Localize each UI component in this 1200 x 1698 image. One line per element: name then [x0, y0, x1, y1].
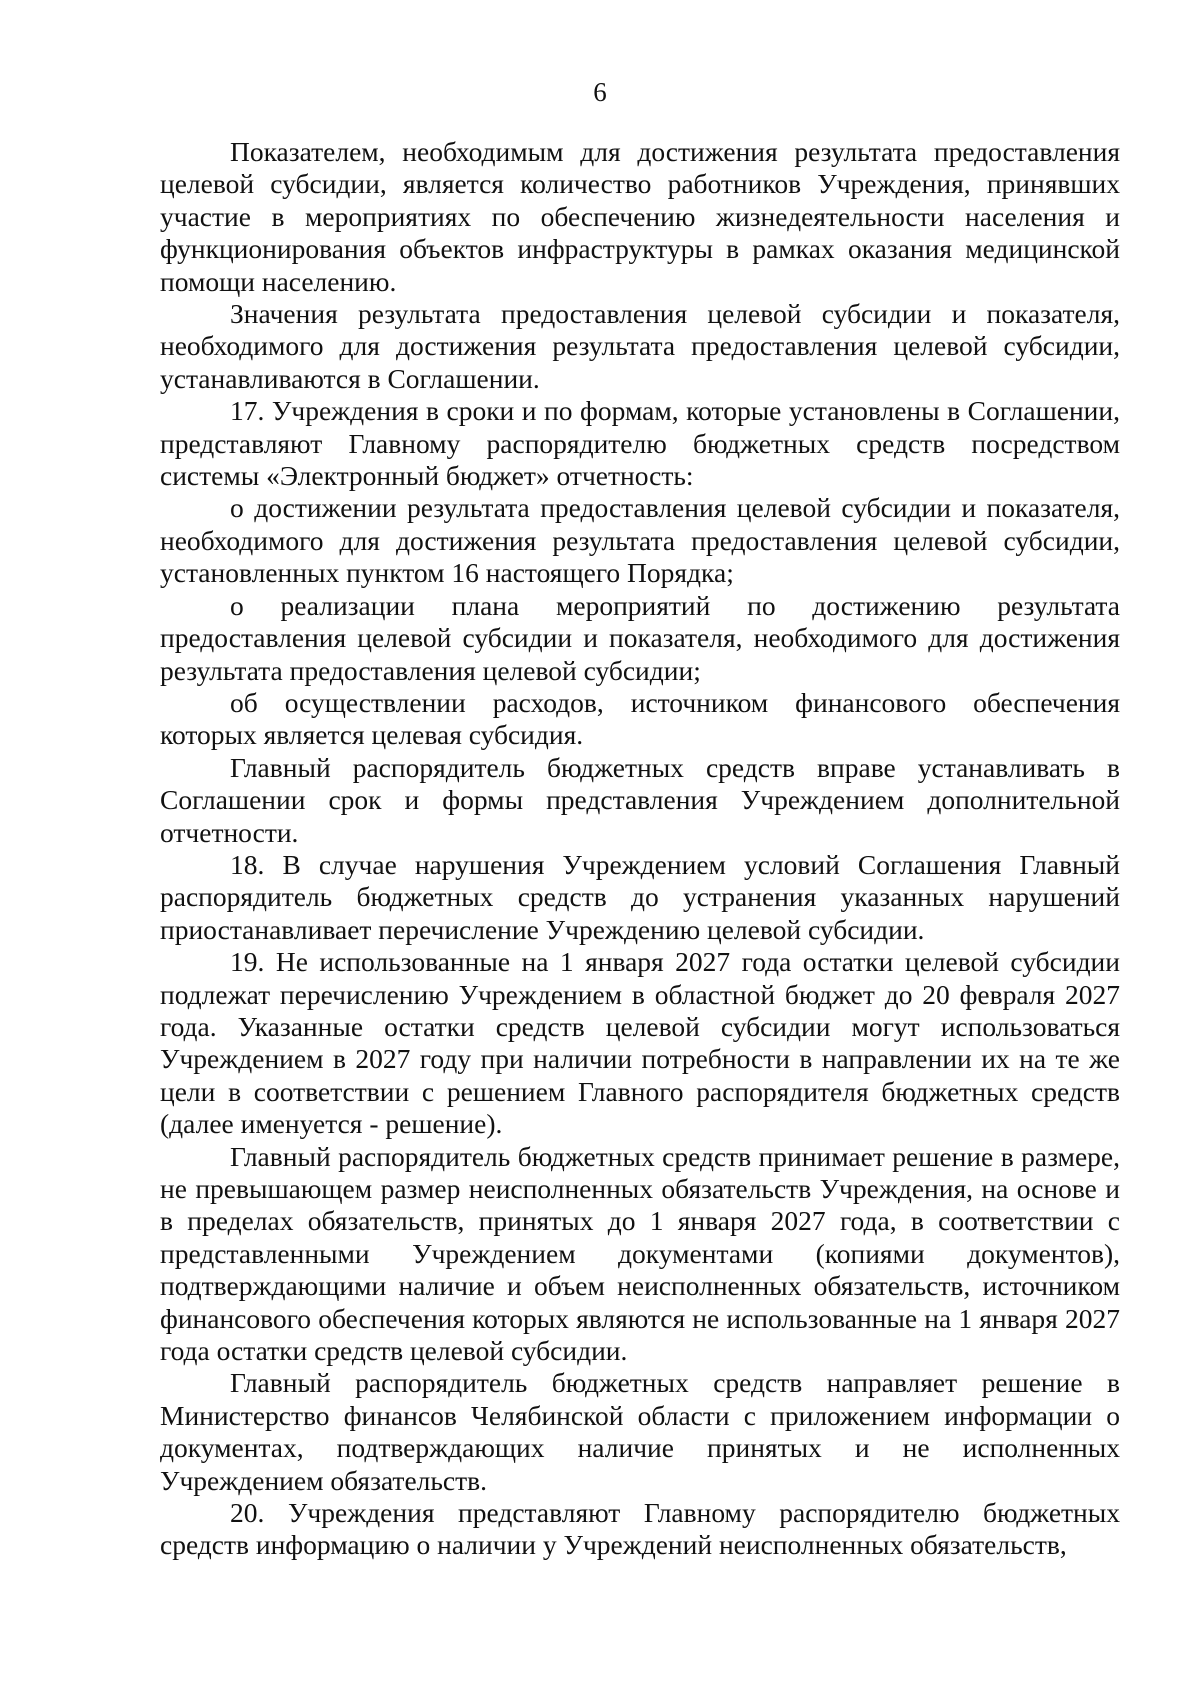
paragraph-19: 19. Не использованные на 1 января 2027 года остатки целевой субсидии подлежат перечислению Учреждением в областной бюджет до 20 февраля 2027 года. Указанные остатки средств целевой субсидии могут использоваться Учреждением в 2027 году при наличии потребности в направлении их на те же цели в соответствии с решением Главного распорядителя бюджетных средств (далее именуется - решение). — [160, 946, 1120, 1140]
paragraph-17-item-achievement: о достижении результата предоставления целевой субсидии и показателя, необходимого для достижения результата предоставления целевой субсидии, установленных пунктом 16 настоящего Порядка; — [160, 492, 1120, 589]
paragraph-17-item-expenses: об осуществлении расходов, источником финансового обеспечения которых является целевая субсидия. — [160, 686, 1120, 751]
paragraph-20: 20. Учреждения представляют Главному распорядителю бюджетных средств информацию о наличии у Учреждений неисполненных обязательств, — [160, 1497, 1120, 1561]
paragraph-decision-sent: Главный распорядитель бюджетных средств направляет решение в Министерство финансов Челябинской области с приложением информации о документах, подтверждающих наличие принятых и не исполненных Учреждением обязательств. — [160, 1367, 1120, 1496]
paragraph-18: 18. В случае нарушения Учреждением условий Соглашения Главный распорядитель бюджетных средств до устранения указанных нарушений приостанавливает перечисление Учреждению целевой субсидии. — [160, 848, 1120, 945]
paragraph-17: 17. Учреждения в сроки и по формам, которые установлены в Соглашении, представляют Главному распорядителю бюджетных средств посредством системы «Электронный бюджет» отчетность: — [160, 395, 1120, 492]
paragraph-values: Значения результата предоставления целевой субсидии и показателя, необходимого для достижения результата предоставления целевой субсидии, устанавливаются в Соглашении. — [160, 298, 1120, 394]
document-body — [160, 136, 1120, 1562]
paragraph-decision: Главный распорядитель бюджетных средств принимает решение в размере, не превышающем размер неисполненных обязательств Учреждения, на основе и в пределах обязательств, принятых до 1 января 2027 года, в соответствии с представленными Учреждением документами (копиями документов), подтверждающими наличие и объем неисполненных обязательств, источником финансового обеспечения которых являются не использованные на 1 января 2027 года остатки средств целевой субсидии. — [160, 1140, 1120, 1367]
paragraph-17-item-plan: о реализации плана мероприятий по достижению результата предоставления целевой субсидии и показателя, необходимого для достижения результата предоставления целевой субсидии; — [160, 589, 1120, 686]
paragraph-additional-reporting: Главный распорядитель бюджетных средств вправе устанавливать в Соглашении срок и формы представления Учреждением дополнительной отчетности. — [160, 751, 1120, 848]
paragraph-indicator: Показателем, необходимым для достижения результата предоставления целевой субсидии, является количество работников Учреждения, принявших участие в мероприятиях по обеспечению жизнедеятельности населения и функционирования объектов инфраструктуры в рамках оказания медицинской помощи населению. — [160, 136, 1120, 297]
page-number: 6 — [593, 77, 607, 107]
